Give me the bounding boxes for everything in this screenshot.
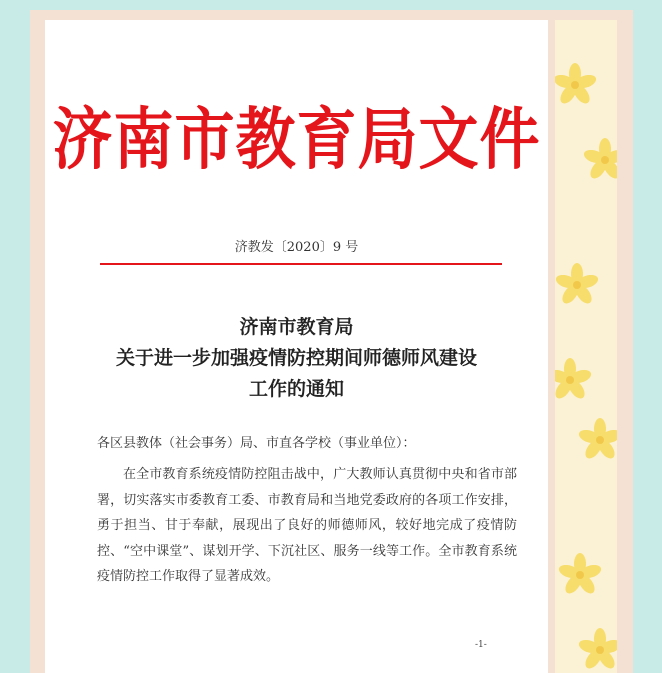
flower-icon — [582, 138, 617, 181]
document-page — [45, 20, 548, 673]
subject-line-1: 济南市教育局 — [239, 316, 354, 338]
flower-icon — [555, 358, 593, 401]
subject-line-3: 工作的通知 — [248, 378, 344, 400]
document-number: 济教发〔2020〕9 号 — [234, 240, 359, 255]
salutation: 各区县教体（社会事务）局、市直各学校（事业单位）： — [97, 436, 416, 451]
flower-icon — [577, 628, 617, 671]
flower-icon — [555, 263, 600, 306]
document-subject — [45, 312, 548, 405]
flower-pattern — [555, 20, 617, 673]
red-divider — [100, 263, 502, 265]
page-number: -1- — [475, 640, 487, 650]
flower-icon — [577, 418, 617, 461]
flower-icon — [555, 63, 598, 106]
floral-border — [555, 20, 617, 673]
flower-icon — [557, 553, 603, 596]
subject-line-2: 关于进一步加强疫情防控期间师德师风建设 — [115, 347, 477, 369]
document-header-title: 济南市教育局文件 — [52, 100, 541, 180]
body-paragraph: 在全市教育系统疫情防控阻击战中，广大教师认真贯彻中央和省市部署，切实落实市委教育工委、市教育局和当地党委政府的各项工作安排，勇于担当、甘于奉献，展现出了良好的师德师风，较好地完成了疫情防控、“空中课堂”、谋划开学、下沉社区、服务一线等工作。全市教育系统疫情防控工作取得了显著成效。 — [97, 467, 517, 584]
